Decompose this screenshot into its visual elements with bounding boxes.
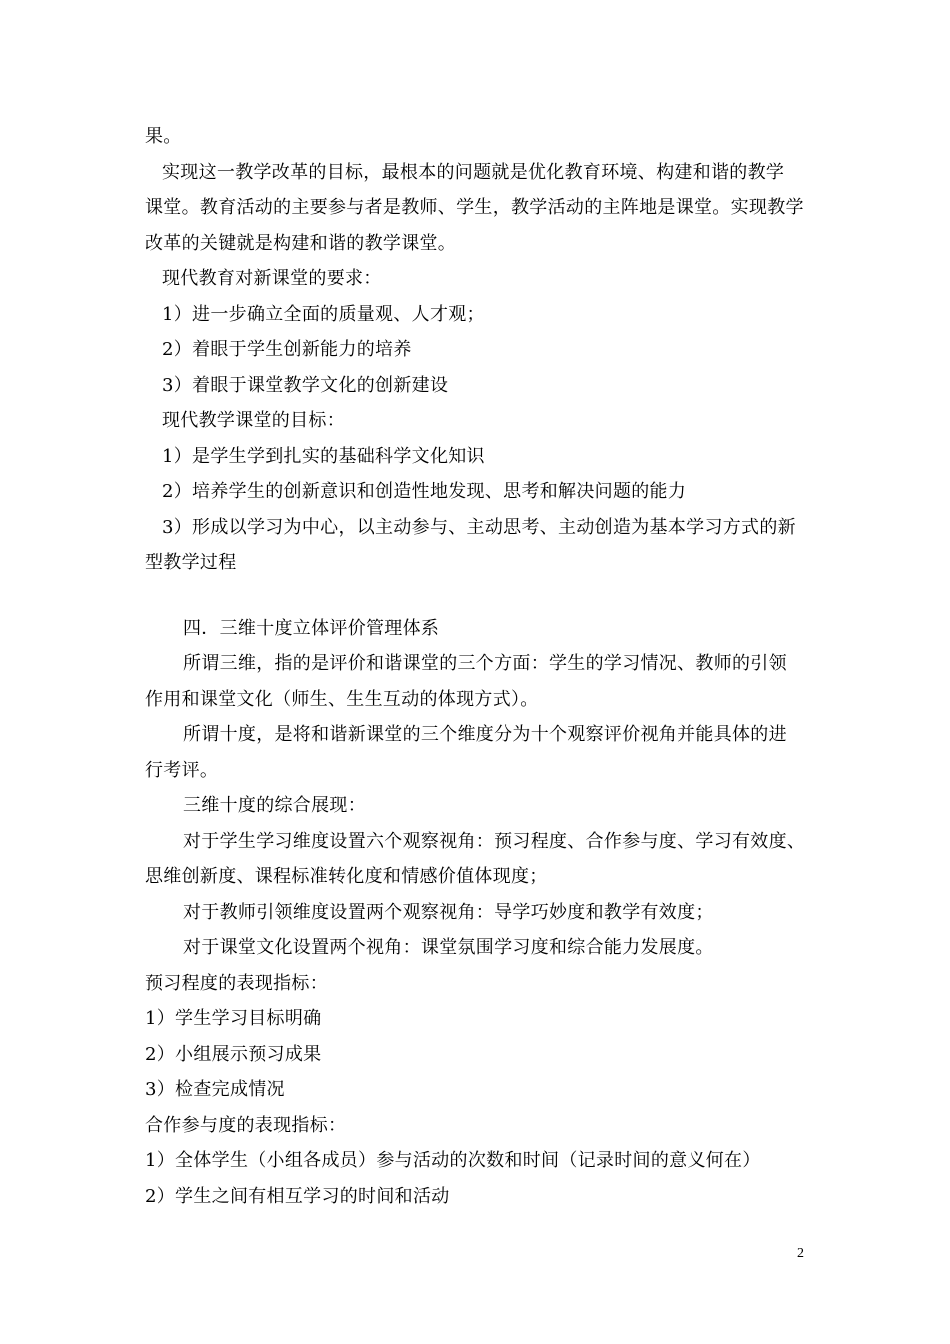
list-item: 1）进一步确立全面的质量观、人才观； (162, 303, 485, 325)
paragraph-line: 对于课堂文化设置两个视角：课堂氛围学习度和综合能力发展度。 (183, 937, 714, 958)
section-heading: 四．三维十度立体评价管理体系 (183, 617, 440, 639)
list-heading: 预习程度的表现指标： (145, 972, 328, 994)
page-number: 2 (797, 1246, 804, 1261)
paragraph-line: 对于教师引领维度设置两个观察视角：导学巧妙度和教学有效度； (183, 901, 714, 923)
list-item: 3）着眼于课堂教学文化的创新建设 (162, 374, 449, 396)
text-line: 型教学过程 (145, 552, 237, 573)
list-item: 3）检查完成情况 (145, 1079, 285, 1100)
text-line: 课堂。教育活动的主要参与者是教师、学生，教学活动的主阵地是课堂。实现教学 (145, 197, 804, 218)
list-item: 2）培养学生的创新意识和创造性地发现、思考和解决问题的能力 (162, 481, 687, 502)
text-line: 作用和课堂文化（师生、生生互动的体现方式）。 (145, 688, 539, 710)
list-heading: 合作参与度的表现指标： (145, 1114, 347, 1136)
list-item: 2）着眼于学生创新能力的培养 (162, 339, 412, 360)
list-heading: 现代教育对新课堂的要求： (162, 268, 382, 289)
list-item: 3）形成以学习为中心，以主动参与、主动思考、主动创造为基本学习方式的新 (162, 516, 796, 538)
text-line: 改革的关键就是构建和谐的教学课堂。 (145, 232, 457, 254)
document-body (145, 119, 813, 1214)
paragraph-line: 所谓三维，指的是评价和谐课堂的三个方面：学生的学习情况、教师的引领 (183, 653, 787, 674)
blank-line (145, 581, 813, 611)
list-item: 2）小组展示预习成果 (145, 1043, 322, 1065)
list-item: 1）学生学习目标明确 (145, 1008, 322, 1029)
text-line: 思维创新度、课程标准转化度和情感价值体现度； (145, 866, 548, 887)
paragraph-line: 所谓十度，是将和谐新课堂的三个维度分为十个观察评价视角并能具体的进 (183, 724, 787, 745)
paragraph-line: 三维十度的综合展现： (183, 795, 366, 816)
list-heading: 现代教学课堂的目标： (162, 410, 345, 431)
paragraph-line: 实现这一教学改革的目标，最根本的问题就是优化教育环境、构建和谐的教学 (162, 161, 785, 183)
list-item: 1）是学生学到扎实的基础科学文化知识 (162, 445, 485, 467)
paragraph-line: 对于学生学习维度设置六个观察视角：预习程度、合作参与度、学习有效度、 (183, 830, 806, 852)
text-line: 果。 (145, 126, 182, 147)
list-item: 1）全体学生（小组各成员）参与活动的次数和时间（记录时间的意义何在） (145, 1150, 761, 1171)
text-line: 行考评。 (145, 759, 219, 781)
list-item: 2）学生之间有相互学习的时间和活动 (145, 1185, 450, 1207)
